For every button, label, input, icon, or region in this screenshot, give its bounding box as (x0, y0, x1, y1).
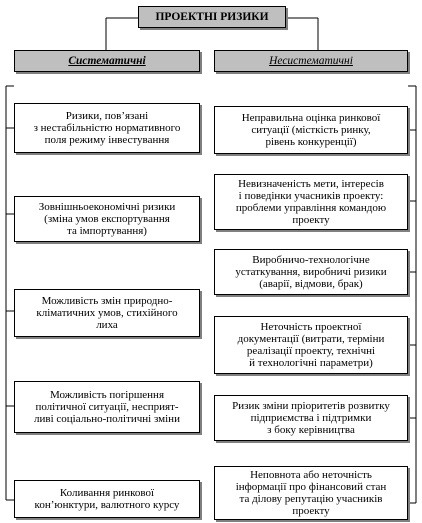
left-risk-box: Можливість змін природно- кліматичних умов, стихійного лиха (14, 289, 200, 337)
category-nonsystematic (214, 50, 408, 72)
right-risk-box: Неповнота або неточність інформації про фінансовий стан та ділову репутацію учасників проекту (214, 466, 408, 520)
left-risk-box: Зовнішньоекономічні ризики (зміна умов експортування та імпортування) (14, 196, 200, 242)
diagram-title: ПРОЕКТНІ РИЗИКИ (138, 6, 286, 28)
category-systematic-label: Систематичні (68, 55, 146, 67)
right-risk-box: Неправильна оцінка ринкової ситуації (місткість ринку, рівень конкуренції) (214, 106, 408, 154)
left-risk-box: Можливість погіршення політичної ситуації, несприят- ливі соціально-політичні зміни (14, 381, 200, 433)
right-risk-box: Неточність проектної документації (витрати, терміни реалізації проекту, технічні й технологічні параметри) (214, 316, 408, 374)
right-risk-box: Невизначеність мети, інтересів і поведінки учасників проекту: проблеми управління командою проекту (214, 174, 408, 230)
left-risk-box: Коливання ринкової кон’юнктури, валютного курсу (14, 480, 200, 518)
right-risk-box: Ризик зміни пріоритетів розвитку підприємства і підтримки з боку керівництва (214, 395, 408, 441)
left-risk-box: Ризики, пов’язані з нестабільністю нормативного поля режиму інвестування (14, 103, 200, 153)
category-nonsystematic-label: Несистематичні (269, 55, 353, 67)
right-risk-box: Виробничо-технологічне устаткування, виробничі ризики (аварії, відмови, брак) (214, 249, 408, 295)
category-systematic (14, 50, 200, 72)
